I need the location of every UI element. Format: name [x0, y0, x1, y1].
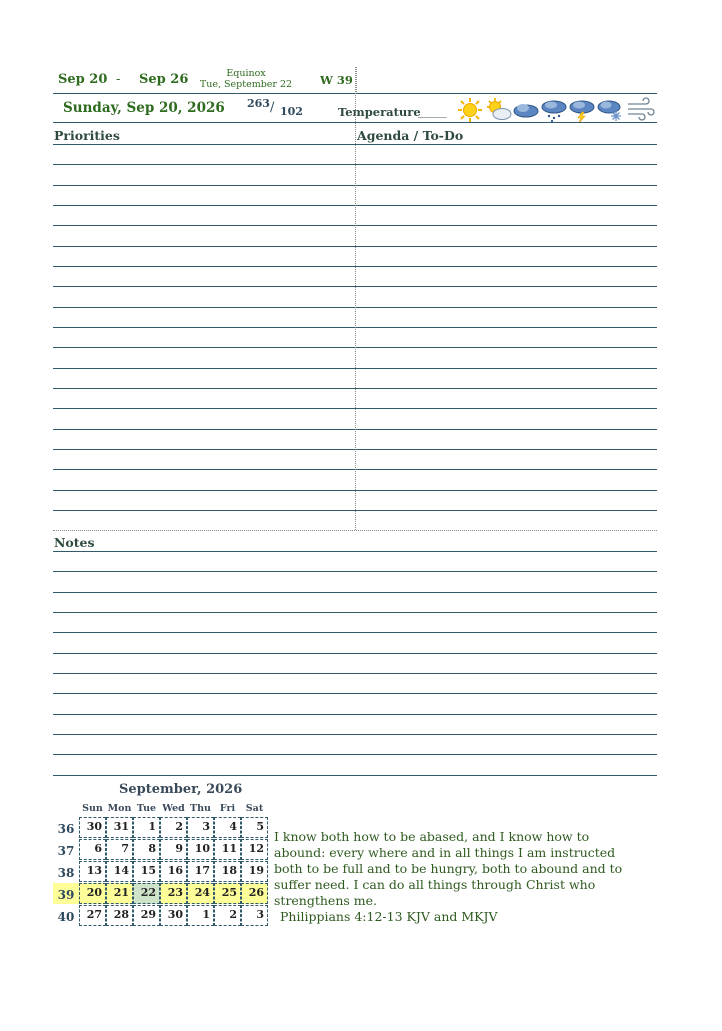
event-label — [196, 68, 296, 90]
calendar-day[interactable]: 16 — [160, 861, 187, 882]
calendar-day[interactable]: 4 — [214, 817, 241, 838]
section-divider — [53, 530, 657, 531]
calendar-day[interactable]: 24 — [187, 883, 214, 904]
calendar-day[interactable]: 19 — [241, 861, 268, 882]
calendar-day[interactable]: 23 — [160, 883, 187, 904]
week-number-label[interactable]: 40 — [57, 910, 75, 924]
calendar-day[interactable]: 7 — [106, 839, 133, 860]
calendar-day[interactable]: 20 — [79, 883, 106, 904]
page-date: Sunday, Sep 20, 2026 — [63, 100, 225, 116]
calendar-day[interactable]: 11 — [214, 839, 241, 860]
calendar-day[interactable]: 2 — [160, 817, 187, 838]
notes-label: Notes — [54, 535, 95, 550]
header-divider — [356, 67, 357, 94]
weekday-label: Fri — [219, 803, 236, 814]
week-number-label[interactable]: 36 — [57, 822, 75, 836]
week-number-label[interactable]: 38 — [57, 866, 75, 880]
calendar-day[interactable]: 17 — [187, 861, 214, 882]
week-number-label[interactable]: 39 — [57, 888, 75, 902]
sun-icon[interactable] — [456, 97, 484, 123]
calendar-day[interactable]: 29 — [133, 905, 160, 926]
temperature-blank[interactable]: _____ — [418, 104, 447, 118]
calendar-title: September, 2026 — [119, 782, 243, 797]
calendar-day[interactable]: 27 — [79, 905, 106, 926]
calendar-day[interactable]: 12 — [241, 839, 268, 860]
calendar-day[interactable]: 26 — [241, 883, 268, 904]
weekday-label: Thu — [190, 803, 211, 814]
priorities-label: Priorities — [54, 128, 120, 143]
calendar-day[interactable]: 8 — [133, 839, 160, 860]
week-range-dash: - — [116, 72, 121, 87]
calendar-day[interactable]: 28 — [106, 905, 133, 926]
calendar-day[interactable]: 15 — [133, 861, 160, 882]
week-number-label[interactable]: 37 — [57, 844, 75, 858]
calendar-day[interactable]: 18 — [214, 861, 241, 882]
storm-cloud-icon[interactable] — [568, 97, 596, 123]
scripture-quote — [274, 829, 644, 925]
calendar-day[interactable]: 5 — [241, 817, 268, 838]
week-range-end: Sep 26 — [139, 72, 189, 87]
agenda-label: Agenda / To-Do — [357, 128, 464, 143]
quote-text: I know both how to be abased, and I know how to abound: every where and in all things I am instructed both to be full and to be hungry, both to abound and to suffer need. I can do all things through Christ who strengthens me. — [274, 829, 623, 908]
week-range-start: Sep 20 — [58, 72, 108, 87]
calendar-day[interactable]: 6 — [79, 839, 106, 860]
quote-reference: Philippians 4:12-13 KJV and MKJV — [280, 909, 498, 924]
day-slash: / — [270, 100, 275, 115]
calendar-day[interactable]: 25 — [214, 883, 241, 904]
calendar-day[interactable]: 1 — [187, 905, 214, 926]
calendar-day[interactable]: 21 — [106, 883, 133, 904]
calendar-day[interactable]: 22 — [133, 883, 160, 904]
calendar-day[interactable]: 31 — [106, 817, 133, 838]
day-of-year: 263 — [247, 97, 270, 110]
calendar-day[interactable]: 2 — [214, 905, 241, 926]
calendar-day[interactable]: 9 — [160, 839, 187, 860]
days-remaining: 102 — [280, 105, 303, 118]
rain-cloud-icon[interactable] — [540, 97, 568, 123]
calendar-day[interactable]: 13 — [79, 861, 106, 882]
weekday-label: Wed — [162, 803, 185, 814]
wind-icon[interactable] — [626, 97, 656, 123]
event-title: Equinox — [226, 68, 266, 79]
calendar-day[interactable]: 10 — [187, 839, 214, 860]
weekday-label: Mon — [107, 803, 132, 814]
weekday-label: Sun — [82, 803, 103, 814]
weekday-label: Tue — [136, 803, 157, 814]
calendar-day[interactable]: 30 — [160, 905, 187, 926]
column-divider — [355, 67, 356, 530]
calendar-day[interactable]: 1 — [133, 817, 160, 838]
week-number: W 39 — [320, 73, 353, 87]
snow-cloud-icon[interactable] — [596, 97, 624, 123]
temperature-label: Temperature — [338, 105, 421, 119]
calendar-day[interactable]: 14 — [106, 861, 133, 882]
weekday-label: Sat — [245, 803, 264, 814]
cloud-icon[interactable] — [512, 97, 540, 123]
calendar-day[interactable]: 3 — [187, 817, 214, 838]
partly-sunny-icon[interactable] — [485, 97, 513, 123]
calendar-day[interactable]: 3 — [241, 905, 268, 926]
calendar-day[interactable]: 30 — [79, 817, 106, 838]
event-date: Tue, September 22 — [199, 79, 293, 90]
